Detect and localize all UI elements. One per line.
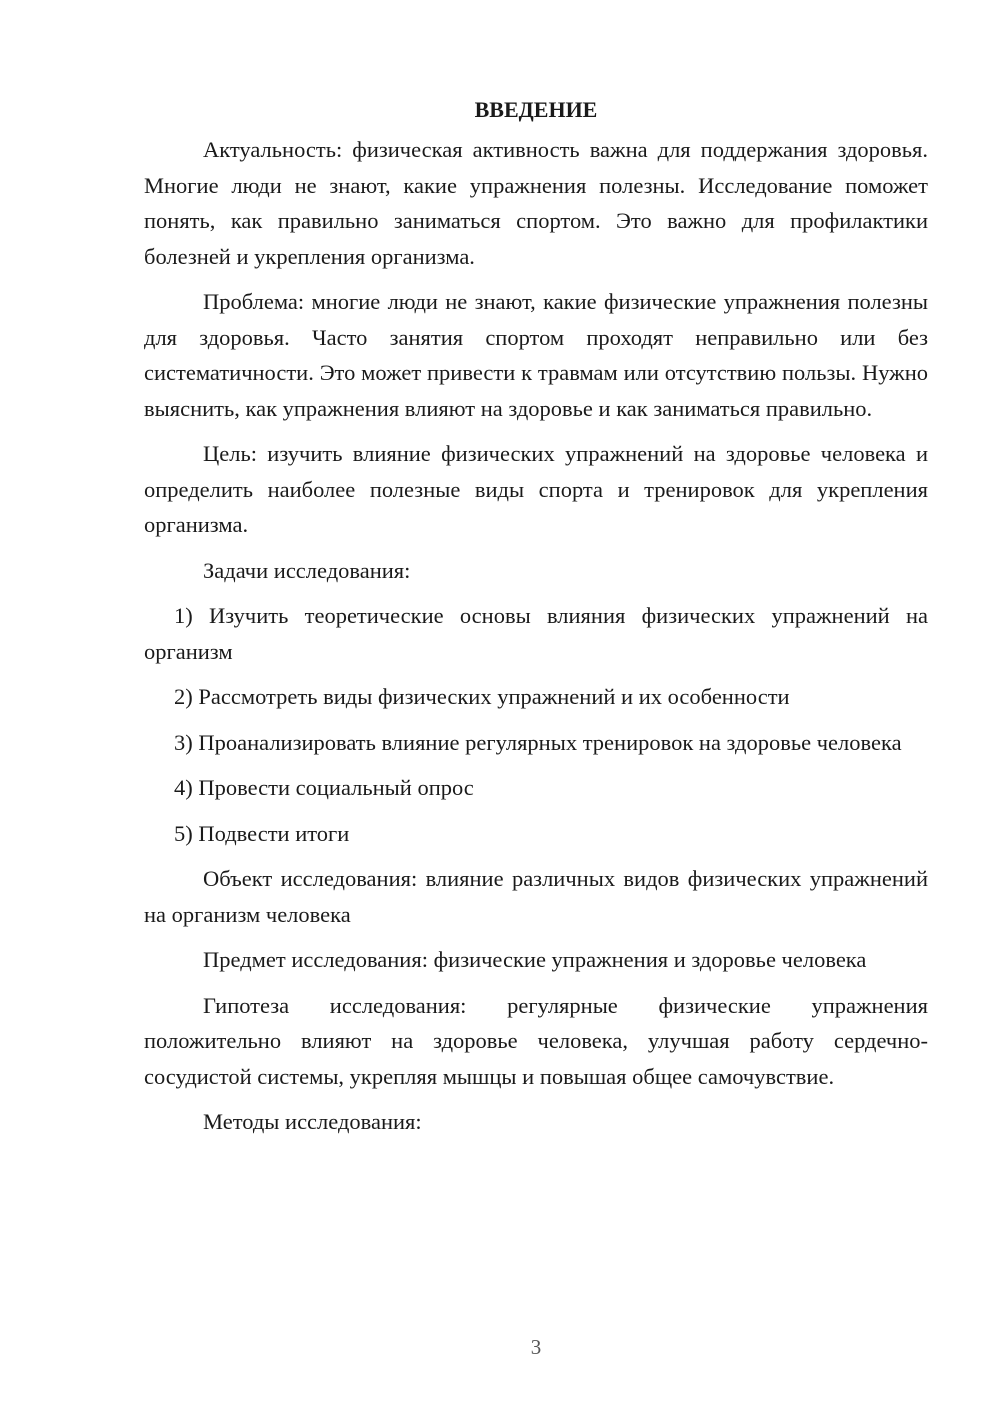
methods-heading: Методы исследования:: [203, 1109, 422, 1134]
list-item: 2) Рассмотреть виды физических упражнений и их особенности: [174, 684, 790, 709]
relevance-paragraph: Актуальность: физическая активность важна для поддержания здоровья. Многие люди не знают, какие упражнения полезны. Исследование поможет понять, как правильно заниматься спортом. Это важно для профилактики болезней и укрепления организма.: [144, 137, 928, 269]
list-item: 4) Провести социальный опрос: [174, 775, 474, 800]
list-item: 3) Проанализировать влияние регулярных тренировок на здоровье человека: [174, 729, 902, 755]
page-title: ВВЕДЕНИЕ: [474, 97, 598, 122]
page-content: [144, 92, 928, 1150]
tasks-list: [144, 598, 928, 851]
tasks-heading: Задачи исследования:: [203, 557, 411, 583]
object-paragraph: Объект исследования: влияние различных видов физических упражнений на организм человека: [144, 866, 928, 927]
list-item: 1) Изучить теоретические основы влияния физических упражнений на организм: [144, 603, 928, 664]
list-item: 5) Подвести итоги: [174, 820, 350, 846]
goal-paragraph: Цель: изучить влияние физических упражнений на здоровье человека и определить наиболее полезные виды спорта и тренировок для укрепления организма.: [144, 441, 928, 537]
hypothesis-paragraph: Гипотеза исследования: регулярные физические упражнения положительно влияют на здоровье человека, улучшая работу сердечно-сосудистой системы, укрепляя мышцы и повышая общее самочувствие.: [144, 992, 928, 1089]
problem-paragraph: Проблема: многие люди не знают, какие физические упражнения полезны для здоровья. Часто занятия спортом проходят неправильно или без систематичности. Это может привести к травмам или отсутствию пользы. Нужно выяснить, как упражнения влияют на здоровье и как заниматься правильно.: [144, 289, 928, 421]
page-number: 3: [530, 1335, 542, 1359]
subject-paragraph: Предмет исследования: физические упражнения и здоровье человека: [203, 947, 867, 972]
